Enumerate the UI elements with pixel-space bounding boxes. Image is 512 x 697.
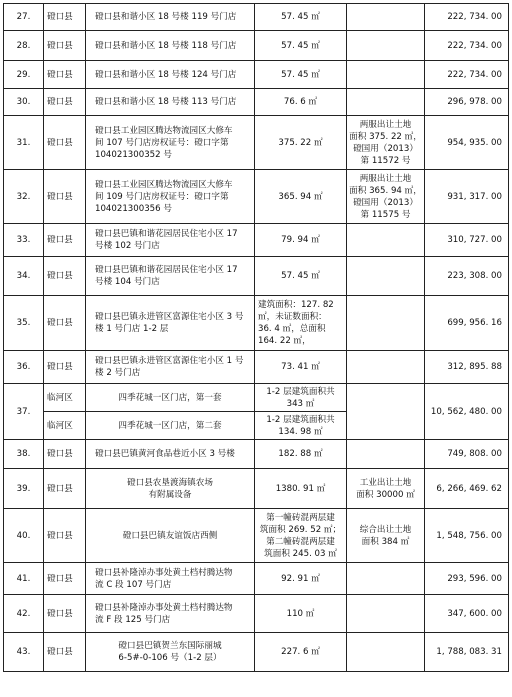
land-note-line: 磴国用（2013） — [353, 197, 418, 208]
district-cell: 磴口县 — [44, 224, 86, 257]
area-cell — [255, 61, 347, 89]
property-name-line: 磴口县补隆淖办事处黄土档村腾达物 — [95, 602, 233, 613]
area-line: 110 ㎡ — [286, 608, 315, 619]
price-cell: 1, 788, 083. 31 — [425, 633, 509, 672]
area-cell — [255, 116, 347, 170]
row-number: 33. — [4, 224, 44, 257]
district-cell: 磴口县 — [44, 633, 86, 672]
area-cell — [255, 633, 347, 672]
district-cell: 磴口县 — [44, 31, 86, 61]
land-note-line: 面积 365. 94 ㎡， — [349, 185, 422, 196]
property-name-line: 四季花城一区门店，第二套 — [118, 420, 222, 431]
land-note-line: 两服出让土地 — [359, 119, 412, 130]
land-note-line: 面积 30000 ㎡ — [356, 489, 415, 500]
area-line: 227. 6 ㎡ — [281, 647, 320, 657]
property-name-line: 楼 1 号门店 1-2 层 — [95, 324, 169, 334]
area-cell — [255, 224, 347, 257]
price-cell: 749, 808. 00 — [425, 440, 509, 469]
property-name-line: 磴口县巴镇和谐花园居民住宅小区 17 — [95, 265, 238, 275]
table-row — [4, 116, 509, 170]
area-line: 57. 45 ㎡ — [281, 12, 320, 22]
row-number: 31. — [4, 116, 44, 170]
area-cell — [255, 170, 347, 224]
row-number: 29. — [4, 61, 44, 89]
table-row — [4, 224, 509, 257]
land-note-line: 第 11575 号 — [360, 209, 411, 220]
property-name-line: 楼 2 号门店 — [95, 368, 141, 378]
area-line: 57. 45 ㎡ — [281, 40, 320, 51]
property-name-cell — [86, 633, 255, 672]
property-name-line: 磴口县和谐小区 18 号楼 113 号门店 — [95, 97, 237, 107]
property-name-cell — [86, 89, 255, 116]
land-note-line: 第 11572 号 — [360, 155, 411, 166]
table-row — [4, 31, 509, 61]
row-number: 27. — [4, 4, 44, 31]
land-note-line: 综合出让土地 — [359, 524, 412, 535]
property-name-cell — [86, 351, 255, 384]
row-number: 43. — [4, 633, 44, 672]
land-note-cell — [347, 89, 425, 116]
district-cell: 临河区 — [44, 384, 86, 412]
table-row — [4, 4, 509, 31]
price-cell: 293, 596. 00 — [425, 563, 509, 595]
table-row — [4, 351, 509, 384]
table-row — [4, 89, 509, 116]
land-note-cell — [347, 633, 425, 672]
area-cell — [255, 351, 347, 384]
land-note-line: 磴国用（2013） — [353, 143, 418, 154]
property-name-cell — [86, 4, 255, 31]
row-number: 36. — [4, 351, 44, 384]
table-row — [4, 469, 509, 509]
area-line: 365. 94 ㎡ — [278, 191, 323, 202]
land-note-cell — [347, 595, 425, 633]
property-name-line: 磴口县巴镇永进管区富源住宅小区 3 号 — [95, 312, 244, 322]
area-line: ㎡，未证数面积： — [258, 312, 327, 322]
property-name-line: 磴口县巴镇和谐花园居民住宅小区 17 — [95, 229, 238, 239]
property-name-line: 间 109 号门店房权证号：磴口字第 — [95, 191, 229, 202]
property-name-line: 号楼 102 号门店 — [95, 241, 160, 251]
property-name-line: 磴口县农垦渡海镇农场 — [127, 477, 213, 488]
row-number: 35. — [4, 296, 44, 351]
property-name-cell — [86, 257, 255, 296]
property-name-line: 6-5#-0-106 号（1-2 层） — [118, 653, 222, 663]
property-name-cell — [86, 31, 255, 61]
district-cell: 磴口县 — [44, 257, 86, 296]
property-name-cell — [86, 384, 255, 412]
district-cell: 磴口县 — [44, 89, 86, 116]
land-note-line: 面积 384 ㎡ — [361, 536, 410, 547]
land-note-line: 面积 375. 22 ㎡， — [349, 131, 422, 142]
land-note-cell — [347, 384, 425, 440]
price-cell: 312, 895. 88 — [425, 351, 509, 384]
property-name-cell — [86, 469, 255, 509]
row-number: 40. — [4, 509, 44, 563]
property-name-cell — [86, 509, 255, 563]
area-line: 164. 22 ㎡， — [258, 336, 311, 346]
area-line: 57. 45 ㎡ — [281, 271, 320, 281]
area-line: 375. 22 ㎡ — [278, 137, 323, 148]
property-name-line: 磴口县巴镇永进管区富源住宅小区 1 号 — [95, 356, 244, 366]
price-cell: 931, 317. 00 — [425, 170, 509, 224]
property-name-line: 流 F 段 125 号门店 — [95, 614, 171, 625]
price-cell: 1, 548, 756. 00 — [425, 509, 509, 563]
row-number: 37. — [4, 384, 44, 440]
table-row — [4, 509, 509, 563]
area-cell — [255, 595, 347, 633]
row-number: 41. — [4, 563, 44, 595]
land-note-cell — [347, 116, 425, 170]
property-name-line: 磴口县和谐小区 18 号楼 118 号门店 — [95, 40, 237, 51]
area-cell — [255, 509, 347, 563]
land-note-cell — [347, 351, 425, 384]
property-name-cell — [86, 116, 255, 170]
area-line: 57. 45 ㎡ — [281, 69, 320, 80]
land-note-line: 工业出让土地 — [359, 477, 412, 488]
area-line: 建筑面积：127. 82 — [258, 300, 334, 310]
district-cell: 磴口县 — [44, 440, 86, 469]
area-line: 筑面积 269. 52 ㎡； — [259, 524, 342, 535]
property-name-line: 磴口县补隆淖办事处黄土档村腾达物 — [95, 567, 233, 578]
property-name-line: 四季花城一区门店，第一套 — [118, 392, 222, 403]
property-name-line: 磴口县工业园区腾达物流园区大修车 — [95, 125, 233, 136]
area-cell — [255, 296, 347, 351]
area-line: 79. 94 ㎡ — [281, 235, 320, 245]
row-number: 42. — [4, 595, 44, 633]
table-row — [4, 563, 509, 595]
area-cell — [255, 469, 347, 509]
table-row — [4, 440, 509, 469]
land-note-cell — [347, 257, 425, 296]
price-cell: 699, 956. 16 — [425, 296, 509, 351]
price-cell: 222, 734. 00 — [425, 61, 509, 89]
row-number: 38. — [4, 440, 44, 469]
area-line: 1-2 层建筑面积共 — [266, 414, 335, 425]
row-number: 32. — [4, 170, 44, 224]
property-name-line: 104021300356 号 — [95, 203, 172, 214]
area-cell — [255, 89, 347, 116]
property-name-cell — [86, 563, 255, 595]
property-name-line: 磴口县和谐小区 18 号楼 119 号门店 — [95, 12, 237, 22]
table-row — [4, 170, 509, 224]
area-line: 36. 4 ㎡，总面积 — [258, 324, 326, 334]
property-name-cell — [86, 224, 255, 257]
district-cell: 磴口县 — [44, 116, 86, 170]
land-note-cell — [347, 31, 425, 61]
district-cell: 磴口县 — [44, 563, 86, 595]
district-cell: 磴口县 — [44, 296, 86, 351]
land-note-cell — [347, 61, 425, 89]
land-note-cell — [347, 170, 425, 224]
area-line: 1-2 层建筑面积共 — [266, 386, 335, 397]
row-number: 30. — [4, 89, 44, 116]
district-cell: 磴口县 — [44, 469, 86, 509]
area-cell — [255, 440, 347, 469]
land-note-cell — [347, 224, 425, 257]
price-cell: 222, 734. 00 — [425, 31, 509, 61]
property-name-cell — [86, 170, 255, 224]
row-number: 28. — [4, 31, 44, 61]
property-name-cell — [86, 61, 255, 89]
area-cell — [255, 384, 347, 412]
property-name-cell — [86, 440, 255, 469]
land-note-cell — [347, 563, 425, 595]
property-name-cell — [86, 296, 255, 351]
property-name-line: 流 C 段 107 号门店 — [95, 579, 172, 590]
land-note-cell — [347, 469, 425, 509]
area-line: 73. 41 ㎡ — [281, 362, 320, 372]
price-cell: 223, 308. 00 — [425, 257, 509, 296]
table-row — [4, 61, 509, 89]
district-cell: 磴口县 — [44, 509, 86, 563]
area-line: 筑面积 245. 03 ㎡ — [264, 548, 337, 559]
price-cell: 10, 562, 480. 00 — [425, 384, 509, 440]
row-number: 34. — [4, 257, 44, 296]
land-note-cell — [347, 509, 425, 563]
row-number: 39. — [4, 469, 44, 509]
price-cell: 296, 978. 00 — [425, 89, 509, 116]
property-name-line: 间 107 号门店房权证号：磴口字第 — [95, 137, 229, 148]
price-cell: 6, 266, 469. 62 — [425, 469, 509, 509]
area-cell — [255, 4, 347, 31]
table-row — [4, 296, 509, 351]
table-row — [4, 384, 509, 412]
area-line: 134. 98 ㎡ — [278, 426, 323, 437]
land-note-cell — [347, 296, 425, 351]
property-name-line: 磴口县巴镇黄河食品巷近小区 3 号楼 — [95, 449, 235, 459]
area-line: 343 ㎡ — [286, 398, 315, 409]
area-cell — [255, 31, 347, 61]
property-name-line: 磴口县巴镇友谊饭店西侧 — [122, 530, 218, 541]
price-cell: 954, 935. 00 — [425, 116, 509, 170]
property-name-line: 104021300352 号 — [95, 149, 172, 160]
district-cell: 磴口县 — [44, 595, 86, 633]
district-cell: 临河区 — [44, 412, 86, 440]
property-name-cell — [86, 412, 255, 440]
property-name-line: 号楼 104 号门店 — [95, 277, 160, 287]
area-line: 92. 91 ㎡ — [281, 573, 320, 584]
price-cell: 347, 600. 00 — [425, 595, 509, 633]
table-row — [4, 257, 509, 296]
district-cell: 磴口县 — [44, 170, 86, 224]
table-row — [4, 595, 509, 633]
area-line: 1380. 91 ㎡ — [275, 483, 326, 494]
area-line: 第二幢砖混两层建 — [266, 536, 335, 547]
property-name-line: 磴口县巴镇贺兰东国际丽城 — [118, 641, 222, 651]
property-name-line: 有附属设备 — [148, 489, 192, 500]
district-cell: 磴口县 — [44, 61, 86, 89]
table-row — [4, 633, 509, 672]
property-name-cell — [86, 595, 255, 633]
price-cell: 222, 734. 00 — [425, 4, 509, 31]
area-line: 76. 6 ㎡ — [283, 97, 318, 107]
property-name-line: 磴口县和谐小区 18 号楼 124 号门店 — [95, 69, 237, 80]
area-cell — [255, 563, 347, 595]
price-cell: 310, 727. 00 — [425, 224, 509, 257]
land-note-cell — [347, 440, 425, 469]
land-note-line: 两服出让土地 — [359, 173, 412, 184]
area-line: 182. 88 ㎡ — [278, 449, 323, 459]
land-note-cell — [347, 4, 425, 31]
district-cell: 磴口县 — [44, 4, 86, 31]
property-table — [3, 3, 509, 672]
area-line: 第一幢砖混两层建 — [266, 512, 335, 523]
area-cell — [255, 412, 347, 440]
property-name-line: 磴口县工业园区腾达物流园区大修车 — [95, 179, 233, 190]
area-cell — [255, 257, 347, 296]
district-cell: 磴口县 — [44, 351, 86, 384]
